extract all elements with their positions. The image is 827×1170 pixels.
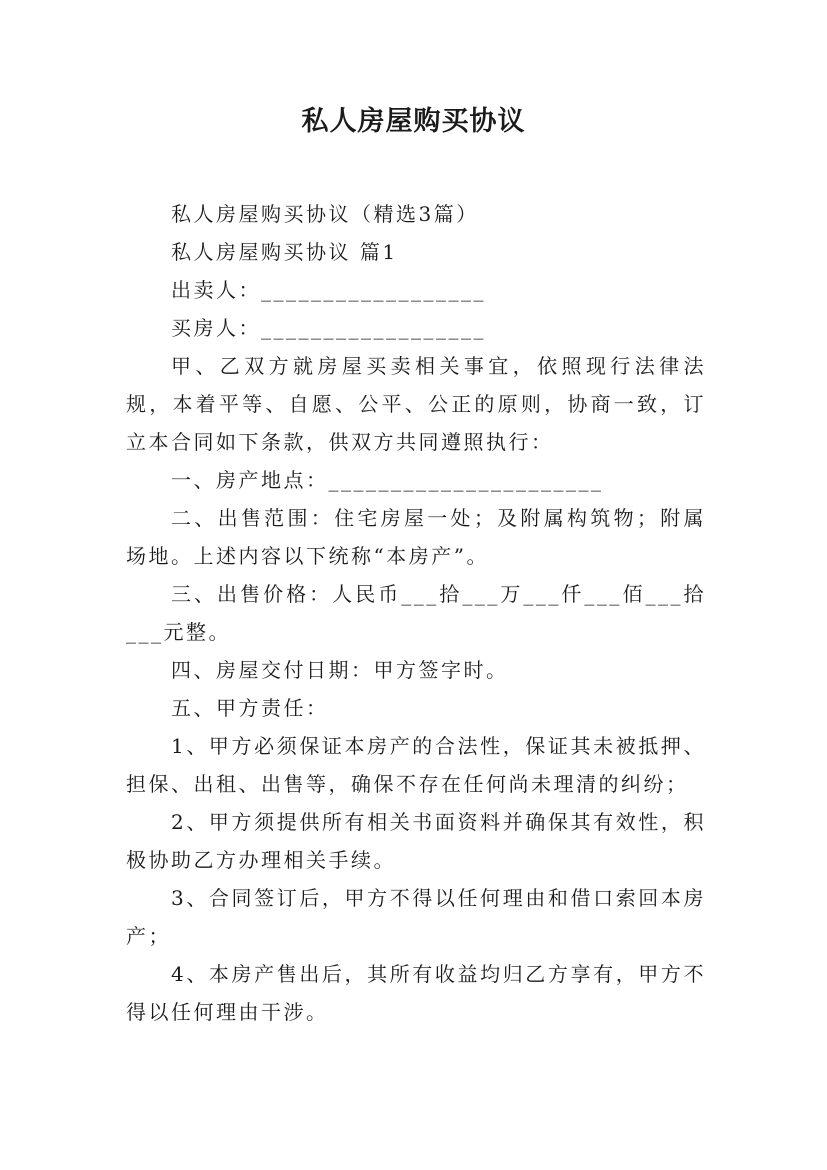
document-title: 私人房屋购买协议 [301,106,526,137]
clause-delivery-date: 四、房屋交付日期：甲方签字时。 [171,658,509,682]
seller-line: 出卖人：__________________ [171,278,486,302]
subtitle-selection: 私人房屋购买协议（精选3篇） [171,202,479,226]
clause-scope: 二、出售范围：住宅房屋一处；及附属构筑物；附属场地。上述内容以下统称“本房产”。 [126,506,706,568]
clause-location: 一、房产地点：______________________ [171,468,604,492]
buyer-line: 买房人：__________________ [171,316,486,340]
clause-party-a-duties: 五、甲方责任： [171,696,329,720]
duty-item-3: 3、合同签订后，甲方不得以任何理由和借口索回本房产； [126,886,706,948]
preamble-paragraph: 甲、乙双方就房屋买卖相关事宜，依照现行法律法规，本着平等、自愿、公平、公正的原则，协商一致，订立本合同如下条款，供双方共同遵照执行： [126,354,706,454]
duty-item-2: 2、甲方须提供所有相关书面资料并确保其有效性，积极协助乙方办理相关手续。 [126,810,706,872]
duty-item-4: 4、本房产售出后，其所有收益均归乙方享有，甲方不得以任何理由干涉。 [126,962,706,1024]
section-heading: 私人房屋购买协议 篇1 [171,240,398,264]
clause-price: 三、出售价格：人民币___拾___万___仟___佰___拾___元整。 [126,582,706,644]
document-body [126,195,706,1031]
duty-item-1: 1、甲方必须保证本房产的合法性，保证其未被抵押、担保、出租、出售等，确保不存在任何尚未理清的纠纷； [126,734,706,796]
